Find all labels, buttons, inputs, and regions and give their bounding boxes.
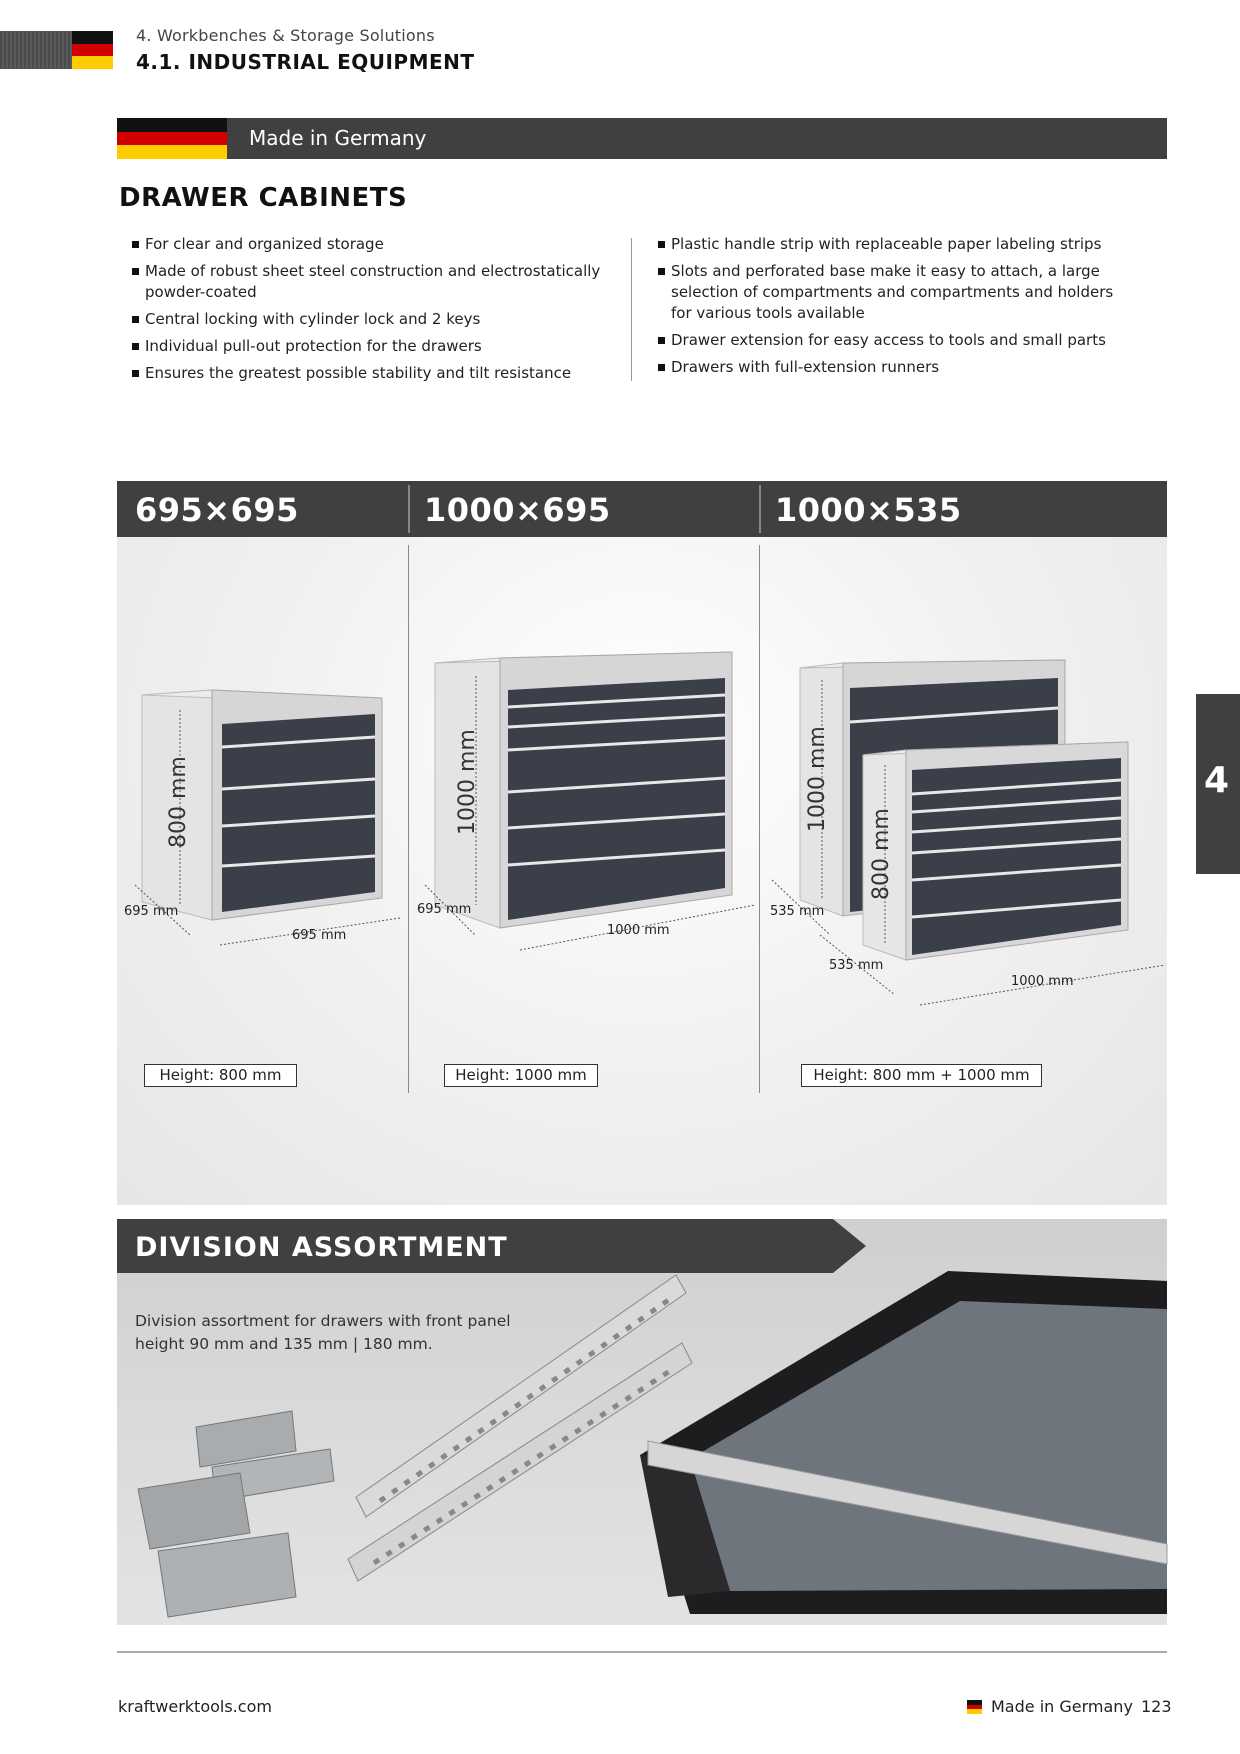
list-item: Ensures the greatest possible stability and tilt resistance xyxy=(132,363,602,384)
page-title: DRAWER CABINETS xyxy=(119,183,408,213)
footer-made-in-germany: Made in Germany xyxy=(991,1697,1133,1716)
depth-dimension-front: 535 mm xyxy=(829,958,884,973)
division-text-line: height 90 mm and 135 mm | 180 mm. xyxy=(135,1335,433,1353)
depth-dimension-back: 535 mm xyxy=(770,904,825,919)
width-dimension: 1000 mm xyxy=(607,923,670,938)
list-item: Plastic handle strip with replaceable paper labeling strips xyxy=(658,234,1128,255)
cabinet-695x695-image xyxy=(124,690,400,945)
height-label-box: Height: 800 mm xyxy=(144,1064,297,1087)
list-item: Central locking with cylinder lock and 2 keys xyxy=(132,309,602,330)
height-dimension: 1000 mm xyxy=(455,729,480,835)
list-item: Drawers with full-extension runners xyxy=(658,357,1128,378)
footer-divider xyxy=(117,1651,1167,1653)
drawer-insert-image xyxy=(640,1271,1167,1614)
footer-website: kraftwerktools.com xyxy=(118,1697,272,1716)
depth-dimension: 695 mm xyxy=(417,902,472,917)
width-dimension: 695 mm xyxy=(292,928,347,943)
cabinet-1000x695-image xyxy=(417,652,755,950)
division-title: DIVISION ASSORTMENT xyxy=(135,1232,508,1263)
division-illustration xyxy=(0,1219,1240,1629)
height-label-box: Height: 1000 mm xyxy=(444,1064,598,1087)
height-dimension: 800 mm xyxy=(166,756,191,848)
footer-flag-icon xyxy=(967,1700,982,1714)
cabinet-1000x535-image xyxy=(770,660,1165,1005)
height-dimension-front: 800 mm xyxy=(869,808,894,900)
width-dimension: 1000 mm xyxy=(1011,974,1074,989)
list-item: Drawer extension for easy access to tools and small parts xyxy=(658,330,1128,351)
section-title: 4.1. INDUSTRIAL EQUIPMENT xyxy=(136,50,475,74)
division-description xyxy=(135,1310,535,1356)
list-item: Individual pull-out protection for the drawers xyxy=(132,336,602,357)
chapter-number: 4 xyxy=(1204,760,1230,801)
list-item: Slots and perforated base make it easy to attach, a large selection of compartments and compartments and holders for various tools available xyxy=(658,261,1128,324)
height-dimension-back: 1000 mm xyxy=(805,726,830,832)
breadcrumb: 4. Workbenches & Storage Solutions xyxy=(136,26,435,45)
divider-plates-image xyxy=(138,1411,334,1617)
height-label-box: Height: 800 mm + 1000 mm xyxy=(801,1064,1042,1087)
size-label: 1000×695 xyxy=(424,491,611,529)
size-label: 695×695 xyxy=(135,491,299,529)
page-number: 123 xyxy=(1141,1697,1172,1716)
division-text-line: Division assortment for drawers with front panel xyxy=(135,1312,511,1330)
size-label: 1000×535 xyxy=(775,491,962,529)
list-item: For clear and organized storage xyxy=(132,234,602,255)
list-item: Made of robust sheet steel construction and electrostatically powder-coated xyxy=(132,261,602,303)
banner-text: Made in Germany xyxy=(249,126,427,150)
depth-dimension: 695 mm xyxy=(124,904,179,919)
